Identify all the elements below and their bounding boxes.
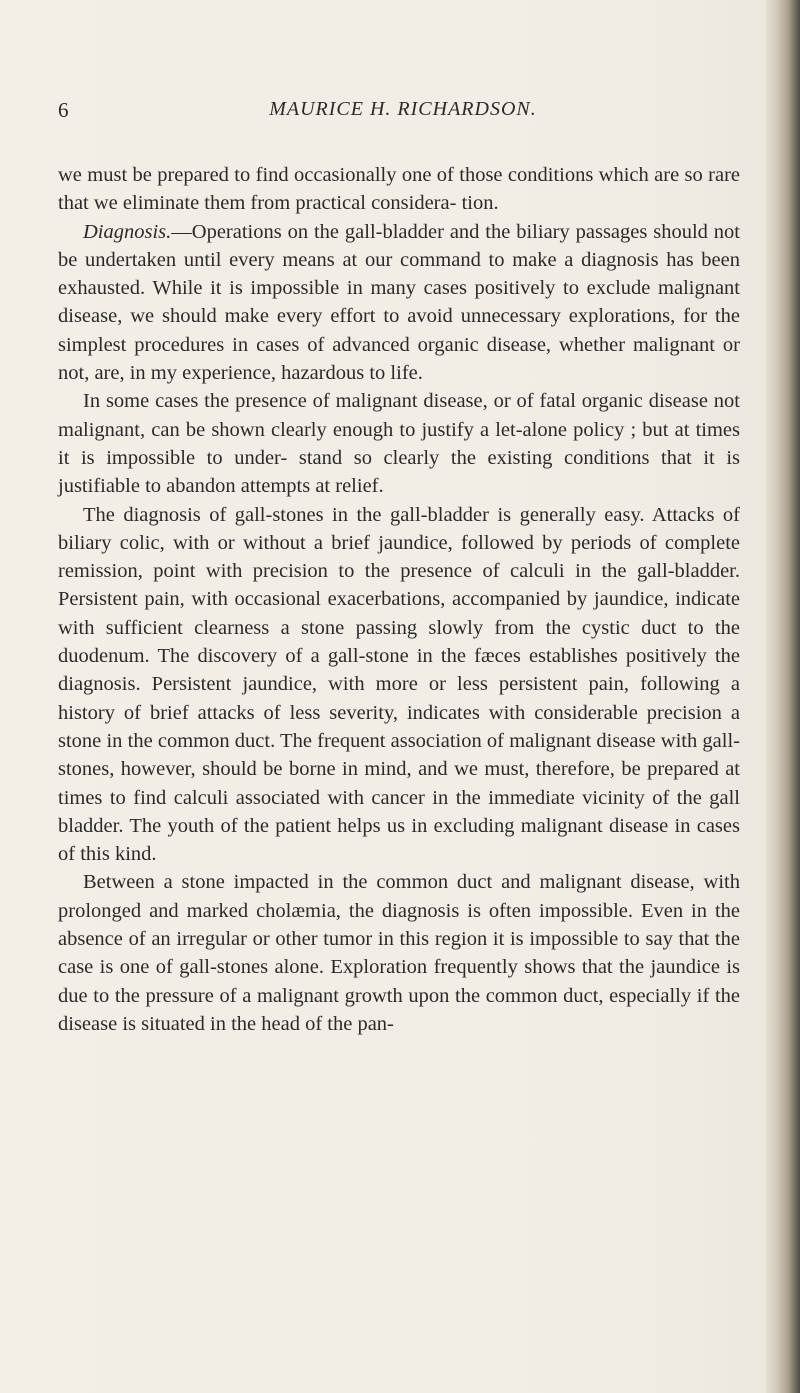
page-number: 6 — [58, 98, 69, 122]
page-binding-edge — [766, 0, 800, 1393]
paragraph-text: In some cases the presence of malignant disease, or of fatal organic disease not malignant, can be shown clearly enough to justify a let-alone policy ; but at times it is impossible to under- stand so clearly the existing conditions that it is justifiable to abandon attempts at relief. — [58, 390, 740, 498]
body-text — [58, 161, 740, 1038]
paragraph — [58, 387, 740, 500]
paragraph-text: The diagnosis of gall-stones in the gall-bladder is generally easy. Attacks of biliary colic, with or without a brief jaundice, followed by periods of complete remission, point with precision to the presence of calculi in the gall-bladder. Persistent pain, with occasional exacerbations, accompanied by jaundice, indicate with sufficient clearness a stone passing slowly from the cystic duct to the duodenum. The discovery of a gall-stone in the fæces establishes positively the diagnosis. Persistent jaundice, with more or less persistent pain, following a history of brief attacks of less severity, indicates with considerable precision a stone in the common duct. The frequent association of malignant disease with gall-stones, however, should be borne in mind, and we must, therefore, be prepared at times to find calculi associated with cancer in the immediate vicinity of the gall bladder. The youth of the patient helps us in excluding malignant disease in cases of this kind. — [58, 503, 740, 866]
paragraph — [58, 161, 740, 218]
paragraph — [58, 501, 740, 869]
paragraph — [58, 868, 740, 1038]
running-head: MAURICE H. RICHARDSON. — [269, 98, 537, 120]
paragraph-text: we must be prepared to find occasionally one of those conditions which are so rare that we eliminate them from practical considera- tion. — [58, 164, 740, 215]
paragraph-text: —Operations on the gall-bladder and the biliary passages should not be undertaken until every means at our command to make a diagnosis has been exhausted. While it is impossible in many cases positively to exclude malignant disease, we should make every effort to avoid unnecessary explorations, for the simplest procedures in cases of advanced organic disease, whether malignant or not, are, in my experience, hazardous to life. — [58, 220, 740, 385]
paragraph-diagnosis — [58, 218, 740, 388]
paragraph-text: Between a stone impacted in the common duct and malignant disease, with prolonged and marked cholæmia, the diagnosis is often impossible. Even in the absence of an irregular or other tumor in this region it is impossible to say that the case is one of gall-stones alone. Exploration frequently shows that the jaundice is due to the pressure of a malignant growth upon the common duct, especially if the disease is situated in the head of the pan- — [58, 871, 740, 1035]
page-header — [58, 98, 748, 128]
section-lead-heading: Diagnosis. — [83, 220, 172, 243]
